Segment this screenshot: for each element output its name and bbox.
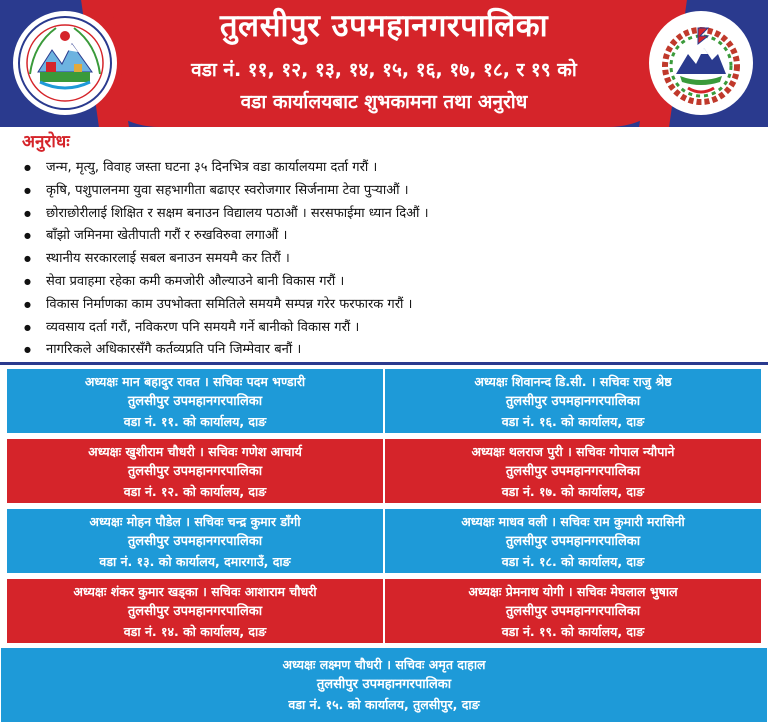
ward-18-box: [384, 508, 762, 574]
appeal-item: ● कृषि, पशुपालनमा युवा सहभागीता बढाएर स्वरोजगार सिर्जनामा टेवा पुऱ्याऔं ।: [22, 180, 762, 203]
header-subtitle-greetings: वडा कार्यालयबाट शुभकामना तथा अनुरोध: [240, 91, 528, 113]
municipality-emblem-icon: [16, 14, 114, 112]
ward-12-box: [6, 438, 384, 504]
ward-officials: अध्यक्षः प्रेमनाथ योगी । सचिवः मेघलाल भुषाल: [468, 584, 678, 599]
ward-municipality: तुलसीपुर उपमहानगरपालिका: [127, 464, 263, 479]
section-divider: [0, 362, 768, 365]
ward-officials: अध्यक्षः शंकर कुमार खड्का । सचिवः आशाराम चौधरी: [73, 584, 317, 599]
ward-15-box: [0, 647, 768, 723]
ward-officials: अध्यक्षः लक्ष्मण चौधरी । सचिवः अमृत दाहाल: [282, 657, 486, 672]
appeal-item: ● सेवा प्रवाहमा रहेका कमी कमजोरी औल्याउने बानी विकास गरौं ।: [22, 271, 762, 294]
appeal-heading: अनुरोधः: [22, 132, 70, 152]
ward-office: वडा नं. १४. को कार्यालय, दाङ: [123, 624, 267, 639]
ward-office: वडा नं. १२. को कार्यालय, दाङ: [123, 484, 267, 499]
ward-municipality: तुलसीपुर उपमहानगरपालिका: [505, 464, 641, 479]
ward-office: वडा नं. १६. को कार्यालय, दाङ: [501, 414, 645, 429]
ward-office: वडा नं. ११. को कार्यालय, दाङ: [123, 414, 267, 429]
appeal-item: ● व्यवसाय दर्ता गरौं, नविकरण पनि समयमै गर्ने बानीको विकास गरौं ।: [22, 317, 762, 340]
ward-municipality: तुलसीपुर उपमहानगरपालिका: [127, 394, 263, 409]
nepal-government-emblem-icon: [652, 14, 750, 112]
appeal-item: ● बाँझो जमिनमा खेतीपाती गरौं र रुखविरुवा लगाऔं ।: [22, 225, 762, 248]
ward-municipality: तुलसीपुर उपमहानगरपालिका: [505, 604, 641, 619]
ward-17-box: [384, 438, 762, 504]
ward-19-box: [384, 578, 762, 644]
header-banner: [0, 0, 768, 127]
appeal-section: [0, 127, 768, 360]
ward-officials: अध्यक्षः मान बहादुर रावत । सचिवः पदम भण्डारी: [84, 374, 306, 389]
appeal-list: [22, 157, 762, 362]
ward-municipality: तुलसीपुर उपमहानगरपालिका: [316, 677, 452, 692]
ward-11-box: [6, 368, 384, 434]
ward-officials: अध्यक्षः खुशीराम चौधरी । सचिवः गणेश आचार्य: [88, 444, 302, 459]
ward-officials: अध्यक्षः माधव वली । सचिवः राम कुमारी मरासिनी: [461, 514, 685, 529]
ward-office: वडा नं. १८. को कार्यालय, दाङ: [501, 554, 645, 569]
ward-municipality: तुलसीपुर उपमहानगरपालिका: [127, 534, 263, 549]
ward-officials: अध्यक्षः मोहन पौडेल । सचिवः चन्द्र कुमार डाँगी: [89, 514, 301, 529]
ward-office: वडा नं. १९. को कार्यालय, दाङ: [501, 624, 645, 639]
ward-municipality: तुलसीपुर उपमहानगरपालिका: [505, 394, 641, 409]
ward-municipality: तुलसीपुर उपमहानगरपालिका: [127, 604, 263, 619]
ward-office: वडा नं. १७. को कार्यालय, दाङ: [501, 484, 645, 499]
ward-14-box: [6, 578, 384, 644]
ward-officials: अध्यक्षः थलराज पुरी । सचिवः गोपाल न्यौपाने: [471, 444, 675, 459]
page-title: तुलसीपुर उपमहानगरपालिका: [219, 8, 549, 44]
appeal-item: ● नागरिकले अधिकारसँगै कर्तव्यप्रति पनि जिम्मेवार बनौं ।: [22, 339, 762, 362]
appeal-item: ● विकास निर्माणका काम उपभोक्ता समितिले समयमै सम्पन्न गरेर फरफारक गरौं ।: [22, 294, 762, 317]
header-subtitle-wards: वडा नं. ११, १२, १३, १४, १५, १६, १७, १८, र १९ को: [191, 59, 577, 81]
ward-office: वडा नं. १३. को कार्यालय, दमारगाउँ, दाङ: [99, 554, 291, 569]
ward-municipality: तुलसीपुर उपमहानगरपालिका: [505, 534, 641, 549]
appeal-item: ● स्थानीय सरकारलाई सबल बनाउन समयमै कर तिरौं ।: [22, 248, 762, 271]
ward-13-box: [6, 508, 384, 574]
ward-office: वडा नं. १५. को कार्यालय, तुलसीपुर, दाङ: [288, 697, 480, 712]
ward-16-box: [384, 368, 762, 434]
ward-officials: अध्यक्षः शिवानन्द डि.सी. । सचिवः राजु श्रेष्ठ: [474, 374, 672, 389]
appeal-item: ● जन्म, मृत्यु, विवाह जस्ता घटना ३५ दिनभित्र वडा कार्यालयमा दर्ता गरौं ।: [22, 157, 762, 180]
appeal-item: ● छोराछोरीलाई शिक्षित र सक्षम बनाउन विद्यालय पठाऔं । सरसफाईमा ध्यान दिऔं ।: [22, 203, 762, 226]
